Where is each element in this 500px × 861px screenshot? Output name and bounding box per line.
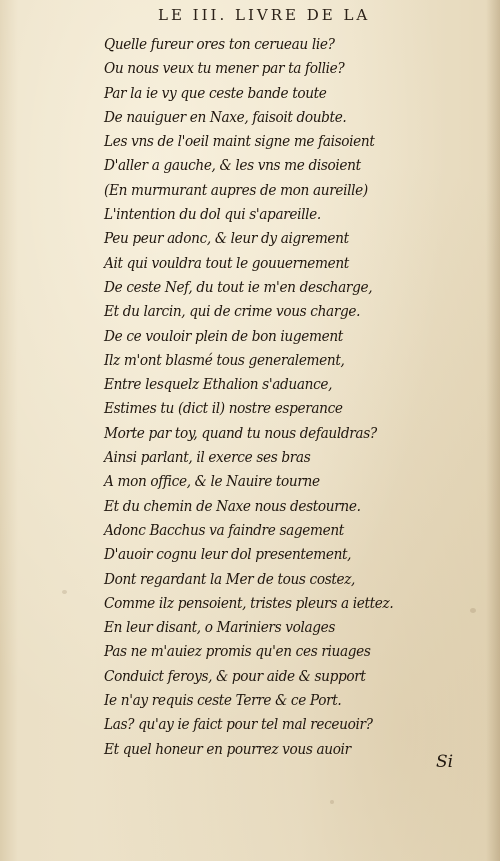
- verse-line: De nauiguer en Naxe, faisoit doubte.: [104, 107, 347, 126]
- verse-line: Et quel honeur en pourrez vous auoir: [104, 739, 351, 758]
- verse-line: D'aller a gauche, & les vns me disoient: [104, 156, 361, 175]
- verse-line: Peu peur adonc, & leur dy aigrement: [104, 229, 349, 248]
- verse-line: Quelle fureur ores ton cerueau lie?: [104, 35, 335, 53]
- verse-line: L'intention du dol qui s'apareille.: [104, 205, 321, 224]
- verse-line: Adonc Bacchus va faindre sagement: [104, 520, 344, 539]
- verse-line: Estimes tu (dict il) nostre esperance: [104, 399, 343, 418]
- verse-line: Ou nous veux tu mener par ta follie?: [104, 59, 345, 78]
- verse-line: Morte par toy, quand tu nous defauldras?: [104, 423, 377, 442]
- verse-line: (En murmurant aupres de mon aureille): [104, 180, 368, 199]
- verse-line: Et du larcin, qui de crime vous charge.: [104, 302, 361, 321]
- verse-line: Pas ne m'auiez promis qu'en ces riuages: [104, 642, 371, 661]
- running-head: LE III. LIVRE DE LA: [158, 6, 371, 24]
- verse-line: Ie n'ay requis ceste Terre & ce Port.: [104, 691, 342, 710]
- catchword: Si: [436, 752, 454, 772]
- verse-line: Et du chemin de Naxe nous destourne.: [104, 496, 361, 515]
- verse-line: Dont regardant la Mer de tous costez,: [104, 569, 356, 588]
- paper-stain: [330, 800, 334, 804]
- verse-block: [104, 32, 444, 761]
- verse-line: Par la ie vy que ceste bande toute: [104, 83, 327, 102]
- verse-line: Las? qu'ay ie faict pour tel mal receuoir?: [104, 715, 373, 734]
- paper-stain: [62, 590, 67, 594]
- verse-line: D'auoir cognu leur dol presentement,: [104, 545, 352, 564]
- verse-line: De ce vouloir plein de bon iugement: [104, 326, 343, 345]
- verse-line: Entre lesquelz Ethalion s'aduance,: [104, 375, 333, 394]
- verse-line: Ait qui vouldra tout le gouuernement: [104, 253, 349, 272]
- verse-line: A mon office, & le Nauire tourne: [104, 472, 320, 491]
- verse-line: Les vns de l'oeil maint signe me faisoient: [104, 132, 375, 151]
- paper-stain: [470, 608, 476, 613]
- verse-line: Ilz m'ont blasmé tous generalement,: [104, 350, 345, 369]
- verse-line: Ainsi parlant, il exerce ses bras: [104, 448, 311, 467]
- verse-line: De ceste Nef, du tout ie m'en descharge,: [104, 277, 373, 296]
- verse-line: En leur disant, o Mariniers volages: [104, 618, 336, 637]
- verse-line: Conduict feroys, & pour aide & support: [104, 666, 366, 685]
- verse-line: Comme ilz pensoient, tristes pleurs a iettez.: [104, 593, 394, 612]
